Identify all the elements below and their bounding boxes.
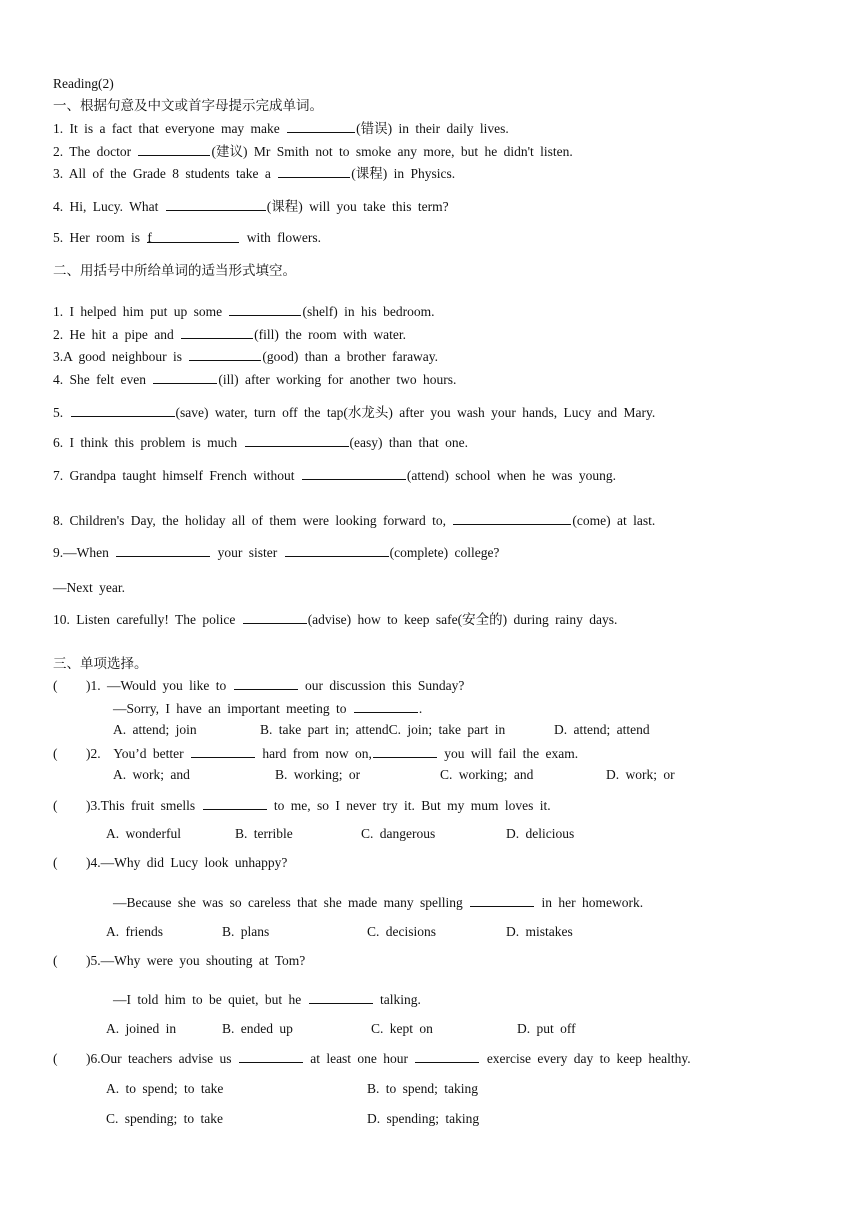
s2-item-4-rest: (ill) after working for another two hours.: [218, 372, 457, 387]
q1-line2-text: —Sorry, I have an important meeting to: [113, 701, 347, 716]
s1-item-3-text: 3. All of the Grade 8 students take a: [53, 166, 271, 181]
q4-line2-rest: in her homework.: [541, 895, 644, 910]
answer-blank[interactable]: [302, 467, 406, 480]
s1-item-4-rest: (课程) will you take this term?: [266, 199, 449, 214]
q4-option-c[interactable]: C. decisions: [367, 924, 436, 939]
s1-item-1-text: 1. It is a fact that everyone may make: [53, 121, 280, 136]
s1-item-2: [53, 143, 573, 160]
q1-option-d[interactable]: D. attend; attend: [554, 722, 650, 737]
s2-item-3-rest: (good) than a brother faraway.: [262, 349, 439, 364]
s2-item-1: [53, 303, 434, 320]
q4-option-d[interactable]: D. mistakes: [506, 924, 573, 939]
mc-question-2: [53, 745, 578, 762]
answer-blank[interactable]: [229, 303, 301, 316]
s1-item-4: [53, 198, 449, 215]
q4-line2: [113, 894, 643, 911]
s1-item-2-text: 2. The doctor: [53, 144, 132, 159]
q6-option-b[interactable]: B. to spend; taking: [367, 1081, 478, 1096]
answer-blank[interactable]: [147, 230, 239, 243]
q3-option-b[interactable]: B. terrible: [235, 826, 293, 841]
s1-item-5-rest: with flowers.: [246, 230, 321, 245]
q5-line2-text: —I told him to be quiet, but he: [113, 992, 302, 1007]
s2-item-2-rest: (fill) the room with water.: [254, 327, 406, 342]
mc-question-1: [53, 677, 464, 694]
s1-item-5-text: 5. Her room is: [53, 230, 140, 245]
q2-number: )2.: [86, 746, 101, 761]
answer-blank[interactable]: [415, 1050, 479, 1063]
answer-paren[interactable]: (: [53, 678, 58, 693]
answer-blank[interactable]: [245, 434, 349, 447]
q5-line2-rest: talking.: [379, 992, 421, 1007]
q2-rest: you will fail the exam.: [444, 746, 579, 761]
answer-paren[interactable]: (: [53, 953, 58, 968]
page-title: Reading(2): [53, 76, 114, 91]
q6-rest: exercise every day to keep healthy.: [486, 1051, 691, 1066]
answer-blank[interactable]: [181, 326, 253, 339]
q2-option-a[interactable]: A. work; and: [113, 767, 190, 782]
q6-option-d[interactable]: D. spending; taking: [367, 1111, 480, 1126]
q6-option-c[interactable]: C. spending; to take: [106, 1111, 223, 1126]
answer-blank[interactable]: [203, 797, 267, 810]
q4-text: )4.—Why did Lucy look unhappy?: [86, 855, 288, 870]
s2-item-1-rest: (shelf) in his bedroom.: [302, 304, 435, 319]
q3-option-a[interactable]: A. wonderful: [106, 826, 181, 841]
q2-option-d[interactable]: D. work; or: [606, 767, 675, 782]
q4-option-b[interactable]: B. plans: [222, 924, 270, 939]
q1-option-bc[interactable]: B. take part in; attendC. join; take part in: [260, 722, 506, 737]
q5-line2: [113, 991, 421, 1008]
answer-blank[interactable]: [278, 165, 350, 178]
s2-item-7-rest: (attend) school when he was young.: [406, 468, 617, 483]
s2-item-5: [53, 404, 655, 421]
q5-option-d[interactable]: D. put off: [517, 1021, 576, 1036]
answer-blank[interactable]: [138, 143, 210, 156]
s2-item-9: [53, 544, 499, 561]
answer-paren[interactable]: (: [53, 1051, 58, 1066]
answer-paren[interactable]: (: [53, 746, 58, 761]
s2-item-4: [53, 371, 456, 388]
q2-mid: hard from now on,: [262, 746, 372, 761]
section2-heading: 二、用括号中所给单词的适当形式填空。: [53, 263, 296, 278]
answer-blank[interactable]: [239, 1050, 303, 1063]
answer-blank[interactable]: [287, 120, 355, 133]
s2-item-3-text: 3.A good neighbour is: [53, 349, 182, 364]
section3-heading: 三、单项选择。: [53, 656, 148, 671]
s2-item-1-text: 1. I helped him put up some: [53, 304, 223, 319]
s2-item-6-text: 6. I think this problem is much: [53, 435, 238, 450]
q5-text: )5.—Why were you shouting at Tom?: [86, 953, 306, 968]
mc-question-3: [53, 797, 551, 814]
answer-blank[interactable]: [234, 677, 298, 690]
section1-heading: 一、根据句意及中文或首字母提示完成单词。: [53, 98, 323, 113]
s2-item-9-text: 9.—When: [53, 545, 109, 560]
s1-item-3: [53, 165, 455, 182]
q5-option-b[interactable]: B. ended up: [222, 1021, 293, 1036]
q3-rest: to me, so I never try it. But my mum loves it.: [273, 798, 551, 813]
q2-text: You’d better: [113, 746, 184, 761]
q5-option-a[interactable]: A. joined in: [106, 1021, 177, 1036]
first-letter-hint: f: [147, 230, 152, 245]
s2-item-9-answer: —Next year.: [53, 580, 125, 595]
q3-option-c[interactable]: C. dangerous: [361, 826, 436, 841]
q3-option-d[interactable]: D. delicious: [506, 826, 575, 841]
s2-item-5-rest: (save) water, turn off the tap(水龙头) after you wash your hands, Lucy and Mary.: [175, 405, 656, 420]
q1-text: —Would you like to: [107, 678, 227, 693]
s1-item-1-rest: (错误) in their daily lives.: [356, 121, 509, 136]
s2-item-7-text: 7. Grandpa taught himself French without: [53, 468, 295, 483]
q1-number: )1.: [86, 678, 101, 693]
q4-line2-text: —Because she was so careless that she made many spelling: [113, 895, 463, 910]
answer-blank[interactable]: [373, 745, 437, 758]
s2-item-4-text: 4. She felt even: [53, 372, 146, 387]
s1-item-5: [53, 230, 321, 246]
answer-blank[interactable]: [71, 404, 175, 417]
answer-blank[interactable]: [453, 512, 571, 525]
q6-option-a[interactable]: A. to spend; to take: [106, 1081, 224, 1096]
q4-option-a[interactable]: A. friends: [106, 924, 163, 939]
s1-item-2-rest: (建议) Mr Smith not to smoke any more, but he didn't listen.: [211, 144, 573, 159]
s2-item-10: [53, 611, 617, 628]
q2-option-b[interactable]: B. working; or: [275, 767, 361, 782]
s2-item-6-rest: (easy) than that one.: [349, 435, 468, 450]
answer-blank[interactable]: [166, 198, 266, 211]
s1-item-1: [53, 120, 509, 137]
s1-item-3-rest: (课程) in Physics.: [351, 166, 456, 181]
q3-text: )3.This fruit smells: [86, 798, 196, 813]
s2-item-2: [53, 326, 406, 343]
s2-item-8: [53, 512, 655, 529]
q2-option-c[interactable]: C. working; and: [440, 767, 534, 782]
answer-blank[interactable]: [189, 348, 261, 361]
s2-item-8-text: 8. Children's Day, the holiday all of them were looking forward to,: [53, 513, 446, 528]
q1-option-a[interactable]: A. attend; join: [113, 722, 197, 737]
answer-paren[interactable]: (: [53, 855, 58, 870]
s2-item-8-rest: (come) at last.: [572, 513, 656, 528]
answer-blank[interactable]: [191, 745, 255, 758]
s2-item-6: [53, 434, 468, 451]
s2-item-3: [53, 348, 438, 365]
q1-line2: [113, 700, 422, 717]
s2-item-9-mid: your sister: [217, 545, 278, 560]
mc-question-4: [53, 855, 287, 871]
mc-question-6: [53, 1050, 691, 1067]
mc-question-5: [53, 953, 305, 969]
answer-blank[interactable]: [470, 894, 534, 907]
q6-text: )6.Our teachers advise us: [86, 1051, 232, 1066]
q1-line2-rest: .: [418, 701, 423, 716]
s2-item-9-rest: (complete) college?: [389, 545, 500, 560]
s2-item-5-text: 5.: [53, 405, 64, 420]
answer-blank[interactable]: [285, 544, 389, 557]
s1-item-4-text: 4. Hi, Lucy. What: [53, 199, 159, 214]
s2-item-10-rest: (advise) how to keep safe(安全的) during rainy days.: [307, 612, 618, 627]
s2-item-2-text: 2. He hit a pipe and: [53, 327, 174, 342]
s2-item-7: [53, 467, 616, 484]
q6-mid: at least one hour: [310, 1051, 409, 1066]
answer-blank[interactable]: [309, 991, 373, 1004]
answer-blank[interactable]: [116, 544, 210, 557]
answer-blank[interactable]: [243, 611, 307, 624]
answer-blank[interactable]: [354, 700, 418, 713]
answer-blank[interactable]: [153, 371, 217, 384]
answer-paren[interactable]: (: [53, 798, 58, 813]
s2-item-10-text: 10. Listen carefully! The police: [53, 612, 236, 627]
q1-rest: our discussion this Sunday?: [305, 678, 465, 693]
q5-option-c[interactable]: C. kept on: [371, 1021, 433, 1036]
